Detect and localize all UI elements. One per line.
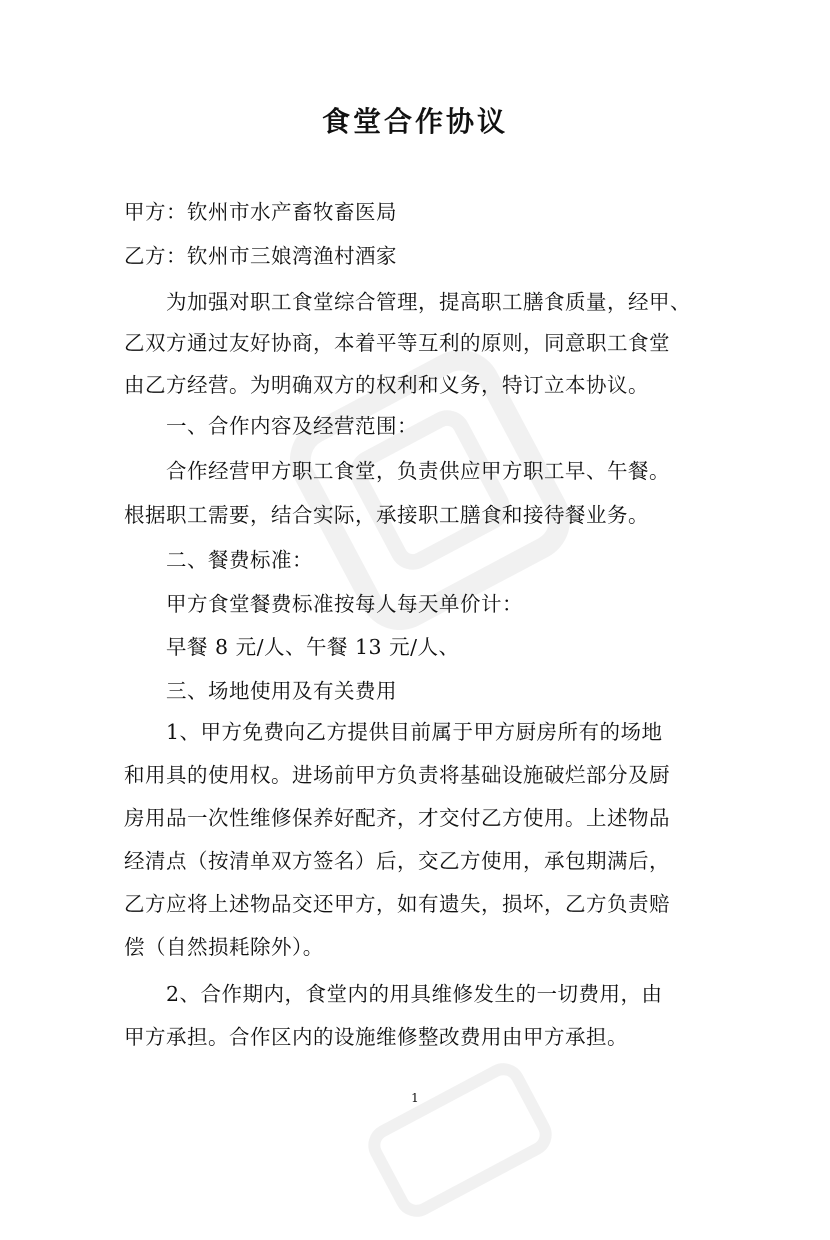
preamble-line-1: 为加强对职工食堂综合管理，提高职工膳食质量，经甲、 <box>166 290 691 314</box>
party-a-line: 甲方：钦州市水产畜牧畜医局 <box>124 200 397 224</box>
document-title: 食堂合作协议 <box>321 105 508 138</box>
clause-1-line-1: 1、甲方免费向乙方提供目前属于甲方厨房所有的场地 <box>166 720 663 744</box>
page-number: 1 <box>411 1091 419 1105</box>
clause-1-line-2: 和用具的使用权。进场前甲方负责将基础设施破烂部分及厨 <box>124 763 670 787</box>
clause-1-line-6: 偿（自然损耗除外）。 <box>124 935 324 959</box>
preamble-line-2: 乙双方通过友好协商，本着平等互利的原则，同意职工食堂 <box>124 331 670 355</box>
preamble-line-3: 由乙方经营。为明确双方的权利和义务，特订立本协议。 <box>124 373 649 397</box>
watermark-logo-bottom <box>344 1040 577 1240</box>
section-heading-2: 二、餐费标准： <box>166 548 313 572</box>
section-heading-1: 一、合作内容及经营范围： <box>166 414 418 438</box>
party-b-line: 乙方：钦州市三娘湾渔村酒家 <box>124 244 397 268</box>
clause-1-line-4: 经清点（按清单双方签名）后，交乙方使用，承包期满后， <box>124 849 670 873</box>
clause-2-line-1: 2、合作期内，食堂内的用具维修发生的一切费用，由 <box>166 982 663 1006</box>
section-1-line-2: 根据职工需要，结合实际，承接职工膳食和接待餐业务。 <box>124 503 649 527</box>
section-2-line-1: 甲方食堂餐费标准按每人每天单价计： <box>166 592 523 616</box>
section-heading-3: 三、场地使用及有关费用 <box>166 679 397 703</box>
clause-1-line-5: 乙方应将上述物品交还甲方，如有遗失，损坏，乙方负责赔 <box>124 892 670 916</box>
clause-2-line-2: 甲方承担。合作区内的设施维修整改费用由甲方承担。 <box>124 1025 628 1049</box>
section-2-line-2: 早餐 8 元/人、午餐 13 元/人、 <box>166 635 460 659</box>
clause-1-line-3: 房用品一次性维修保养好配齐，才交付乙方使用。上述物品 <box>124 806 670 830</box>
section-1-line-1: 合作经营甲方职工食堂，负责供应甲方职工早、午餐。 <box>166 459 670 483</box>
